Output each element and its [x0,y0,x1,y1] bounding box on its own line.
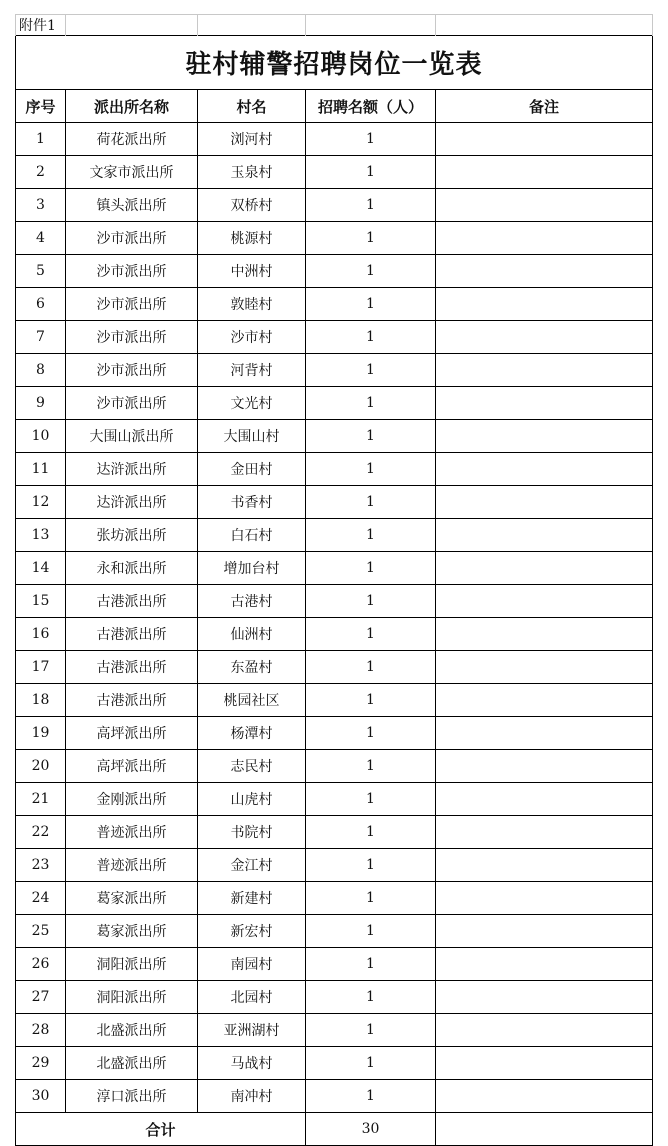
cell-seq: 17 [16,651,66,684]
recruitment-sheet [15,14,652,1146]
cell-quota: 1 [306,816,436,849]
cell-note [436,915,653,948]
cell-quota: 1 [306,156,436,189]
cell-village: 志民村 [198,750,306,783]
cell-station: 古港派出所 [66,618,198,651]
cell-station: 北盛派出所 [66,1047,198,1080]
cell-quota: 1 [306,255,436,288]
table-row [16,717,653,750]
attachment-label: 附件1 [16,15,66,36]
table-row [16,519,653,552]
cell-village: 大围山村 [198,420,306,453]
table-row [16,816,653,849]
cell-seq: 15 [16,585,66,618]
cell-village: 杨潭村 [198,717,306,750]
cell-quota: 1 [306,222,436,255]
cell-note [436,750,653,783]
cell-village: 书香村 [198,486,306,519]
cell-quota: 1 [306,882,436,915]
cell-note [436,618,653,651]
cell-seq: 24 [16,882,66,915]
header-village: 村名 [198,90,306,123]
cell-seq: 21 [16,783,66,816]
cell-note [436,354,653,387]
cell-village: 亚洲湖村 [198,1014,306,1047]
empty-cell [198,15,306,36]
cell-note [436,948,653,981]
cell-station: 高坪派出所 [66,750,198,783]
cell-station: 洞阳派出所 [66,981,198,1014]
cell-village: 新宏村 [198,915,306,948]
header-row [16,90,653,123]
cell-village: 书院村 [198,816,306,849]
cell-village: 马战村 [198,1047,306,1080]
cell-note [436,981,653,1014]
cell-seq: 14 [16,552,66,585]
cell-station: 金刚派出所 [66,783,198,816]
cell-seq: 22 [16,816,66,849]
cell-village: 北园村 [198,981,306,1014]
cell-village: 南冲村 [198,1080,306,1113]
empty-cell [436,15,653,36]
cell-seq: 19 [16,717,66,750]
cell-quota: 1 [306,321,436,354]
table-row [16,189,653,222]
cell-note [436,684,653,717]
table-row [16,585,653,618]
cell-note [436,882,653,915]
header-quota: 招聘名额（人） [306,90,436,123]
cell-quota: 1 [306,288,436,321]
cell-note [436,1014,653,1047]
cell-seq: 2 [16,156,66,189]
cell-village: 沙市村 [198,321,306,354]
cell-note [436,783,653,816]
cell-station: 荷花派出所 [66,123,198,156]
table-row [16,948,653,981]
header-note: 备注 [436,90,653,123]
cell-station: 葛家派出所 [66,882,198,915]
cell-quota: 1 [306,552,436,585]
table-row [16,288,653,321]
cell-seq: 5 [16,255,66,288]
cell-station: 达浒派出所 [66,453,198,486]
cell-village: 桃园社区 [198,684,306,717]
cell-note [436,585,653,618]
cell-station: 大围山派出所 [66,420,198,453]
cell-quota: 1 [306,420,436,453]
cell-seq: 7 [16,321,66,354]
cell-station: 洞阳派出所 [66,948,198,981]
cell-village: 东盈村 [198,651,306,684]
table-row [16,321,653,354]
table-row [16,123,653,156]
cell-seq: 26 [16,948,66,981]
table-row [16,618,653,651]
cell-village: 山虎村 [198,783,306,816]
cell-quota: 1 [306,189,436,222]
cell-quota: 1 [306,585,436,618]
table-row [16,1080,653,1113]
total-quota: 30 [306,1113,436,1146]
cell-station: 文家市派出所 [66,156,198,189]
cell-quota: 1 [306,1080,436,1113]
total-label: 合计 [16,1113,306,1146]
title-row [16,36,653,90]
cell-note [436,849,653,882]
cell-seq: 25 [16,915,66,948]
cell-note [436,222,653,255]
cell-village: 古港村 [198,585,306,618]
cell-quota: 1 [306,651,436,684]
empty-cell [306,15,436,36]
table-row [16,1047,653,1080]
cell-village: 仙洲村 [198,618,306,651]
cell-note [436,321,653,354]
cell-note [436,519,653,552]
table-row [16,915,653,948]
cell-village: 中洲村 [198,255,306,288]
cell-seq: 8 [16,354,66,387]
cell-seq: 30 [16,1080,66,1113]
cell-note [436,255,653,288]
header-station: 派出所名称 [66,90,198,123]
cell-quota: 1 [306,618,436,651]
header-seq: 序号 [16,90,66,123]
cell-seq: 12 [16,486,66,519]
cell-note [436,1080,653,1113]
cell-seq: 18 [16,684,66,717]
cell-station: 沙市派出所 [66,387,198,420]
cell-station: 沙市派出所 [66,288,198,321]
cell-quota: 1 [306,717,436,750]
table-row [16,849,653,882]
total-row [16,1113,653,1146]
table-row [16,750,653,783]
cell-station: 达浒派出所 [66,486,198,519]
cell-note [436,1047,653,1080]
table-row [16,453,653,486]
table-row [16,552,653,585]
cell-village: 河背村 [198,354,306,387]
cell-seq: 20 [16,750,66,783]
cell-quota: 1 [306,453,436,486]
cell-seq: 4 [16,222,66,255]
cell-note [436,651,653,684]
cell-note [436,288,653,321]
cell-station: 沙市派出所 [66,354,198,387]
table-row [16,1014,653,1047]
cell-note [436,387,653,420]
cell-seq: 11 [16,453,66,486]
table-row [16,354,653,387]
table-row [16,255,653,288]
cell-station: 葛家派出所 [66,915,198,948]
page-title: 驻村辅警招聘岗位一览表 [16,36,653,90]
attachment-row [16,15,653,36]
cell-seq: 6 [16,288,66,321]
cell-station: 古港派出所 [66,684,198,717]
table-row [16,882,653,915]
cell-note [436,453,653,486]
cell-seq: 1 [16,123,66,156]
cell-seq: 29 [16,1047,66,1080]
table-row [16,783,653,816]
cell-station: 高坪派出所 [66,717,198,750]
recruitment-table [15,14,653,1146]
cell-station: 张坊派出所 [66,519,198,552]
cell-seq: 13 [16,519,66,552]
empty-cell [66,15,198,36]
cell-quota: 1 [306,387,436,420]
cell-village: 玉泉村 [198,156,306,189]
cell-village: 敦睦村 [198,288,306,321]
cell-note [436,189,653,222]
cell-quota: 1 [306,849,436,882]
cell-village: 白石村 [198,519,306,552]
cell-note [436,552,653,585]
cell-quota: 1 [306,486,436,519]
cell-station: 镇头派出所 [66,189,198,222]
cell-seq: 10 [16,420,66,453]
table-row [16,387,653,420]
cell-quota: 1 [306,354,436,387]
cell-quota: 1 [306,750,436,783]
cell-station: 普迹派出所 [66,849,198,882]
cell-seq: 16 [16,618,66,651]
cell-station: 北盛派出所 [66,1014,198,1047]
cell-station: 古港派出所 [66,651,198,684]
cell-note [436,156,653,189]
cell-station: 淳口派出所 [66,1080,198,1113]
cell-quota: 1 [306,1047,436,1080]
cell-note [436,420,653,453]
table-row [16,222,653,255]
cell-station: 永和派出所 [66,552,198,585]
cell-note [436,717,653,750]
table-row [16,420,653,453]
cell-quota: 1 [306,684,436,717]
cell-village: 文光村 [198,387,306,420]
cell-village: 金田村 [198,453,306,486]
table-row [16,651,653,684]
cell-seq: 23 [16,849,66,882]
cell-village: 桃源村 [198,222,306,255]
cell-seq: 3 [16,189,66,222]
cell-village: 新建村 [198,882,306,915]
cell-village: 金江村 [198,849,306,882]
total-note [436,1113,653,1146]
cell-quota: 1 [306,915,436,948]
cell-quota: 1 [306,123,436,156]
table-row [16,486,653,519]
cell-station: 沙市派出所 [66,222,198,255]
cell-village: 浏河村 [198,123,306,156]
cell-seq: 9 [16,387,66,420]
cell-quota: 1 [306,1014,436,1047]
cell-quota: 1 [306,783,436,816]
cell-note [436,123,653,156]
cell-seq: 28 [16,1014,66,1047]
cell-station: 古港派出所 [66,585,198,618]
table-row [16,981,653,1014]
cell-village: 双桥村 [198,189,306,222]
table-row [16,684,653,717]
cell-quota: 1 [306,948,436,981]
table-row [16,156,653,189]
cell-station: 沙市派出所 [66,255,198,288]
cell-quota: 1 [306,519,436,552]
cell-note [436,816,653,849]
cell-station: 沙市派出所 [66,321,198,354]
cell-village: 增加台村 [198,552,306,585]
cell-note [436,486,653,519]
cell-village: 南园村 [198,948,306,981]
cell-quota: 1 [306,981,436,1014]
cell-seq: 27 [16,981,66,1014]
cell-station: 普迹派出所 [66,816,198,849]
